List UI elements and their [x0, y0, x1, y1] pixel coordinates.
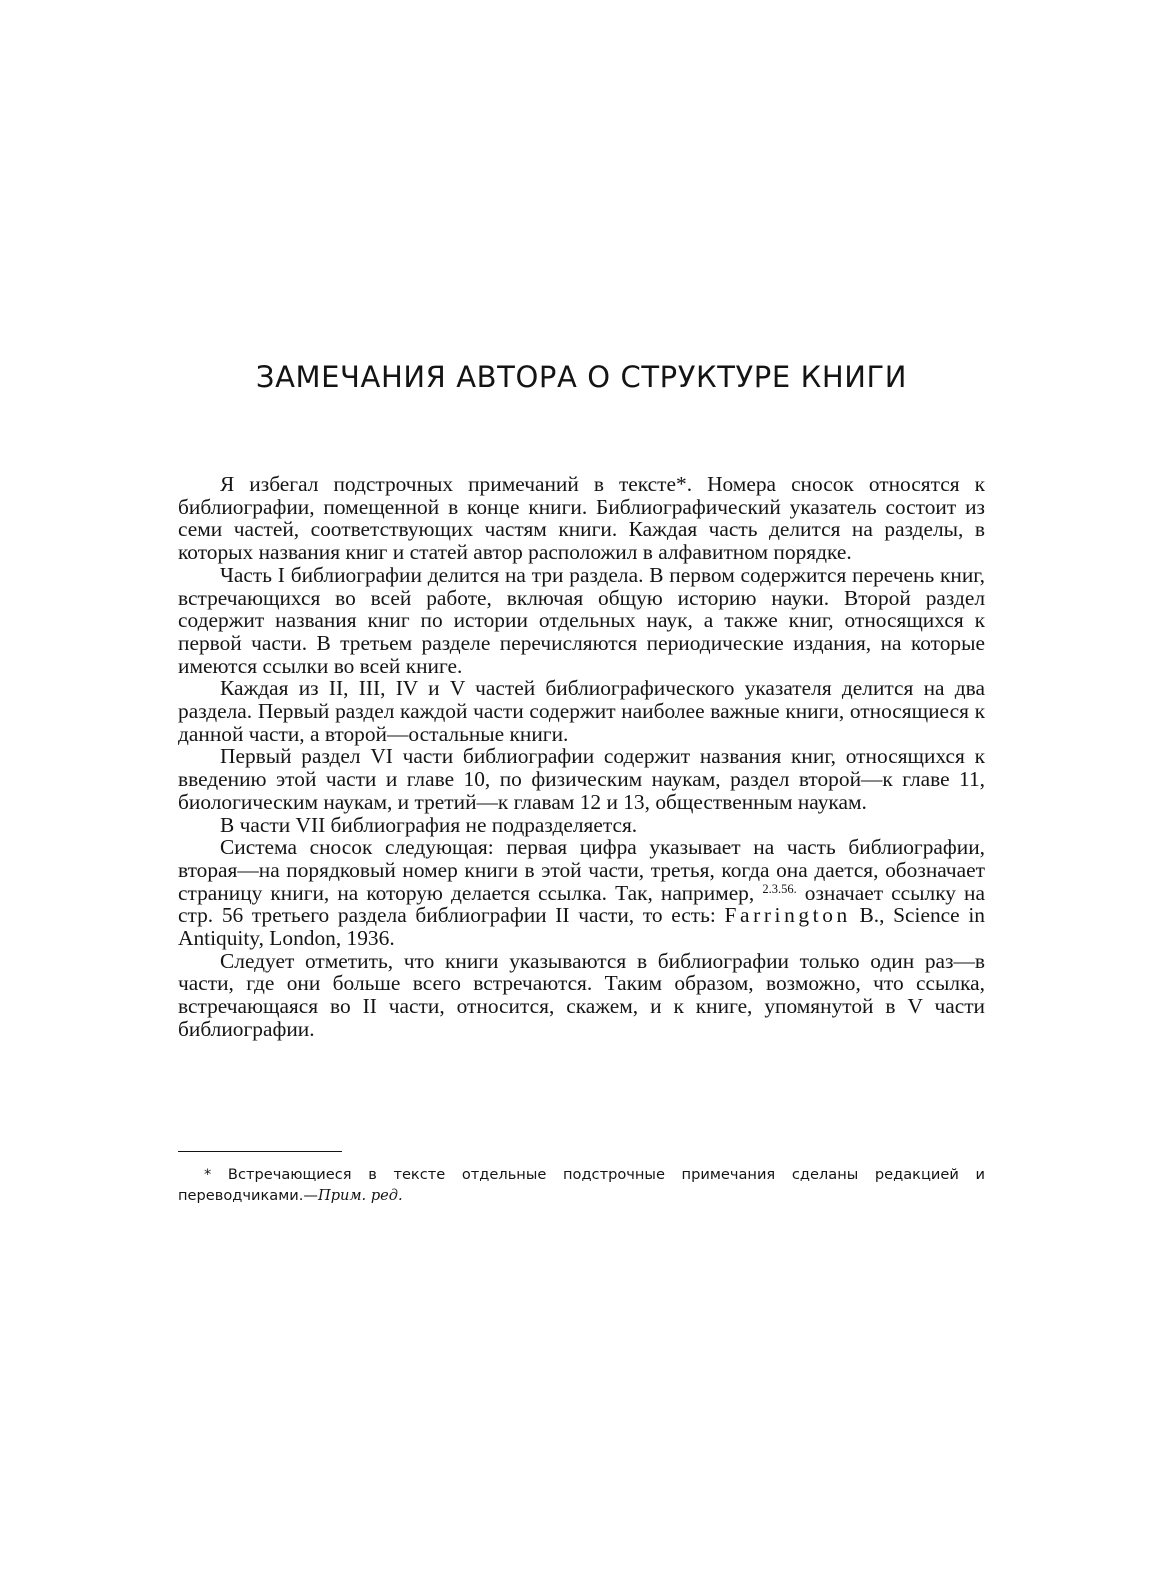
body-text	[178, 473, 985, 1041]
page-title: ЗАМЕЧАНИЯ АВТОРА О СТРУКТУРЕ КНИГИ	[255, 360, 908, 394]
paragraph-3: Каждая из II, III, IV и V частей библиографического указателя делится на два раздела. Первый раздел каждой части содержит наиболее важные книги, относящиеся к данной части, а второй—остальные книги.	[178, 676, 985, 746]
paragraph-5: В части VII библиография не подразделяется.	[220, 812, 638, 837]
citation-author: Farrington	[724, 903, 851, 928]
paragraph-1: Я избегал подстрочных примечаний в тексте*. Номера сносок относятся к библиографии, помещенной в конце книги. Библиографический указатель состоит из семи частей, соответствующих частям книги. Каждая часть делится на разделы, в которых названия книг и статей автор расположил в алфавитном порядке.	[178, 472, 985, 565]
paragraph-4: Первый раздел VI части библиографии содержит названия книг, относящихся к введению этой части и главе 10, по физическим наукам, раздел второй—к главе 11, биологическим наукам, и третий—к главам 12 и 13, общественным наукам.	[178, 744, 985, 814]
citation-rest: B., Science in Antiquity, London, 1936.	[178, 903, 985, 951]
reference-example: 2.3.56.	[762, 881, 797, 896]
paragraph-6-intro: Система сносок следующая: первая цифра указывает на часть библиографии, вторая—на порядковый номер книги в этой части, третья, когда она дается, обозначает страницу книги, на которую делается ссылка. Так, например,	[178, 835, 985, 905]
paragraph-2: Часть I библиографии делится на три раздела. В первом содержится перечень книг, встречающихся во всей работе, включая общую историю науки. Второй раздел содержит названия книг по истории отдельных наук, а также книг, относящихся к первой части. В третьем разделе перечисляются периодические издания, на которые имеются ссылки во всей книге.	[178, 562, 985, 678]
paragraph-6-middle: означает ссылку на стр. 56 третьего раздела библиографии II части, то есть:	[178, 880, 985, 928]
footnote-editor-note: Прим. ред.	[317, 1187, 403, 1204]
paragraph-7: Следует отметить, что книги указываются в библиографии только один раз—в части, где они больше всего встречаются. Таким образом, возможно, что ссылка, встречающаяся во II части, относится, скажем, и к книге, упомянутой в V части библиографии.	[178, 948, 985, 1041]
footnote-text: * Встречающиеся в тексте отдельные подстрочные примечания сделаны редакцией и переводчиками.—	[178, 1166, 985, 1204]
footnote	[178, 1164, 985, 1206]
footnote-separator	[178, 1151, 342, 1152]
paragraph-6	[178, 836, 985, 950]
